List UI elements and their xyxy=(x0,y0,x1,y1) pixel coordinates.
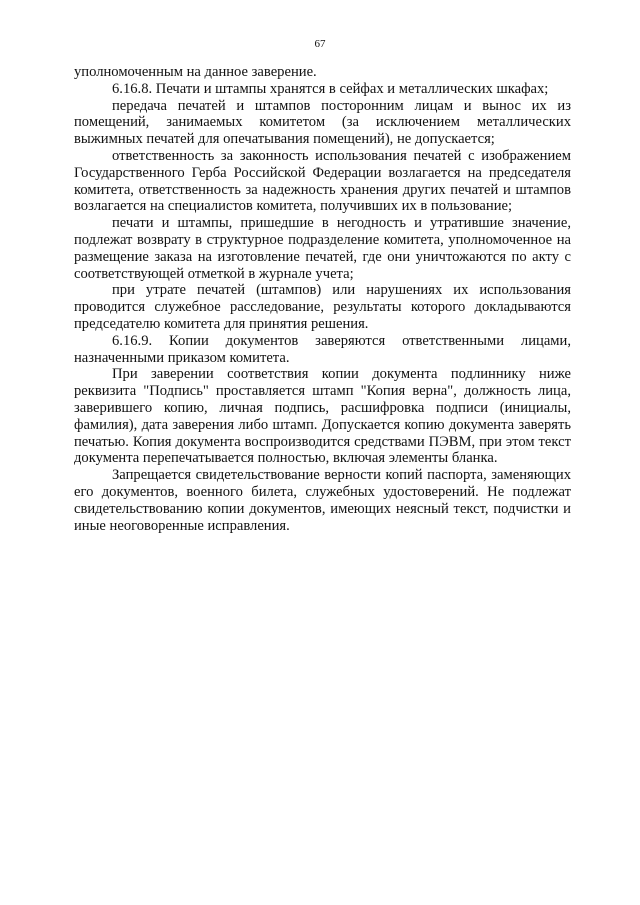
paragraph-6-16-8: 6.16.8. Печати и штампы хранятся в сейфах и металлических шкафах; xyxy=(112,80,549,97)
paragraph-loss-investigation: при утрате печатей (штампов) или нарушениях их использования проводится служебное расследование, результаты которого докладываются председателю комитета для принятия решения. xyxy=(74,282,571,332)
paragraph-transfer-ban: передача печатей и штампов посторонним лицам и вынос их из помещений, занимаемых комитетом (за исключением металлических выжимных печатей для опечатывания помещений), не допускается; xyxy=(74,97,571,148)
paragraph-copy-certification: При заверении соответствия копии документа подлиннику ниже реквизита "Подпись" проставляется штамп "Копия верна", должность лица, заверившего копию, личная подпись, расшифровка подписи (инициалы, фамилия), дата заверения либо штамп. Допускается копию документа заверять печатью. Копия документа воспроизводится средствами ПЭВМ, при этом текст документа перепечатывается полностью, включая элементы бланка. xyxy=(74,366,571,467)
paragraph-continuation: уполномоченным на данное заверение. xyxy=(74,64,317,80)
paragraph-6-16-9: 6.16.9. Копии документов заверяются ответственными лицами, назначенными приказом комитета. xyxy=(74,332,571,366)
paragraph-unusable-seals: печати и штампы, пришедшие в негодность и утратившие значение, подлежат возврату в структурное подразделение комитета, уполномоченное на размещение заказа на изготовление печатей, где они уничтожаются по акту с соответствующей отметкой в журнале учета; xyxy=(74,215,571,282)
paragraph-responsibility: ответственность за законность использования печатей с изображением Государственного Герба Российской Федерации возлагается на председателя комитета, ответственность за надежность хранения других печатей и штампов возлагается на специалистов комитета, получивших их в пользование; xyxy=(74,147,571,215)
paragraph-prohibition: Запрещается свидетельствование верности копий паспорта, заменяющих его документов, военного билета, служебных удостоверений. Не подлежат свидетельствованию копии документов, имеющих неясный текст, подчистки и иные неоговоренные исправления. xyxy=(74,467,571,534)
document-body xyxy=(74,64,571,534)
page-number: 67 xyxy=(314,38,326,50)
